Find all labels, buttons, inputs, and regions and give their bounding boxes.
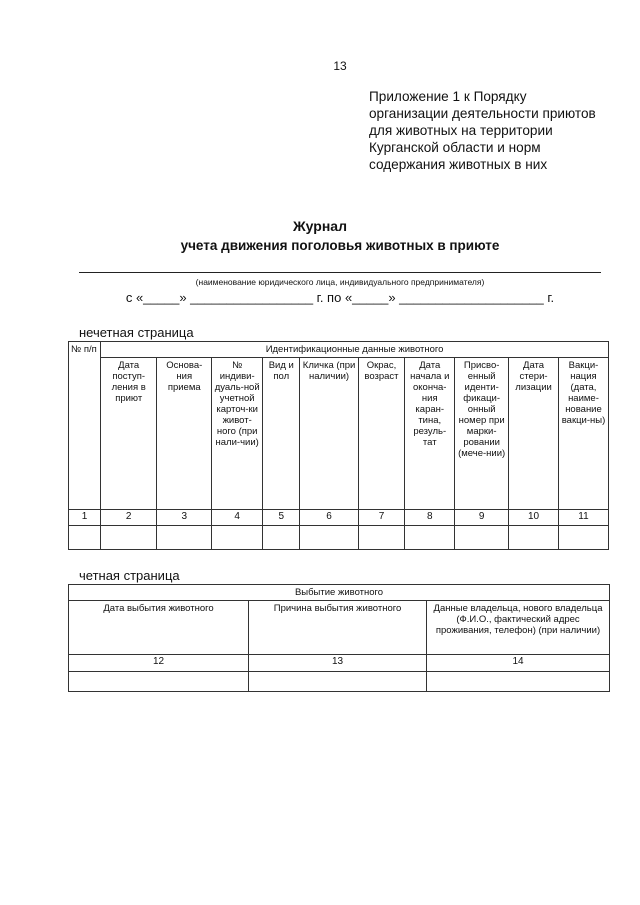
even-page-table [68,584,610,692]
column-number: 3 [157,510,212,526]
empty-cell [212,526,263,550]
column-header: Дата стери-лизации [509,358,559,510]
document-subtitle: учета движения поголовья животных в приюте [180,238,500,253]
column-number: 11 [558,510,608,526]
column-header: Кличка (при наличии) [300,358,358,510]
date-range-line: с «_____» _________________ г. по «_____» ____________________ г. [125,290,555,305]
empty-cell [558,526,608,550]
column-number: 13 [249,655,427,672]
column-number: 8 [405,510,455,526]
empty-cell [69,526,101,550]
empty-cell [405,526,455,550]
column-header: Данные владельца, нового владельца (Ф.И.О., фактический адрес проживания, телефон) (при наличии) [427,601,610,655]
column-header: Причина выбытия животного [249,601,427,655]
appendix-line: для животных на территории [369,123,553,138]
empty-cell [249,672,427,692]
column-header: Окрас, возраст [358,358,405,510]
empty-cell [455,526,509,550]
appendix-line: Приложение 1 к Порядку [369,89,527,104]
appendix-line: Курганской области и норм [369,140,541,155]
column-number: 7 [358,510,405,526]
appendix-note [369,88,634,173]
empty-cell [101,526,157,550]
column-header: № индиви-дуаль-ной учетной карточ-ки живот-ного (при нали-чии) [212,358,263,510]
column-number: 12 [69,655,249,672]
empty-cell [300,526,358,550]
column-number: 4 [212,510,263,526]
group-header-identification: Идентификационные данные животного [101,342,609,358]
group-header-departure: Выбытие животного [69,585,610,601]
column-number: 6 [300,510,358,526]
column-number: 1 [69,510,101,526]
column-number: 10 [509,510,559,526]
document-title: Журнал [293,218,347,234]
odd-page-label: нечетная страница [79,325,194,340]
empty-cell [69,672,249,692]
column-header: Дата выбытия животного [69,601,249,655]
entity-caption: (наименование юридического лица, индивидуального предпринимателя) [195,277,485,287]
entity-name-line [79,272,601,273]
empty-cell [358,526,405,550]
even-page-label: четная страница [79,568,180,583]
empty-cell [509,526,559,550]
page-number: 13 [333,59,347,73]
appendix-line: содержания животных в них [369,157,548,172]
column-header-number: № п/п [69,342,101,510]
appendix-line: организации деятельности приютов [369,106,596,121]
column-number: 14 [427,655,610,672]
empty-cell [157,526,212,550]
column-header: Присво-енный иденти-фикаци-онный номер при марки-ровании (мече-нии) [455,358,509,510]
empty-cell [427,672,610,692]
column-number: 5 [263,510,300,526]
column-number: 2 [101,510,157,526]
column-header: Дата начала и оконча-ния каран-тина, резуль-тат [405,358,455,510]
empty-cell [263,526,300,550]
column-header: Вид и пол [263,358,300,510]
column-header: Вакци-нация (дата, наиме-нование вакци-ны) [558,358,608,510]
column-header: Дата поступ-ления в приют [101,358,157,510]
column-header: Основа-ния приема [157,358,212,510]
odd-page-table [68,341,609,550]
column-number: 9 [455,510,509,526]
